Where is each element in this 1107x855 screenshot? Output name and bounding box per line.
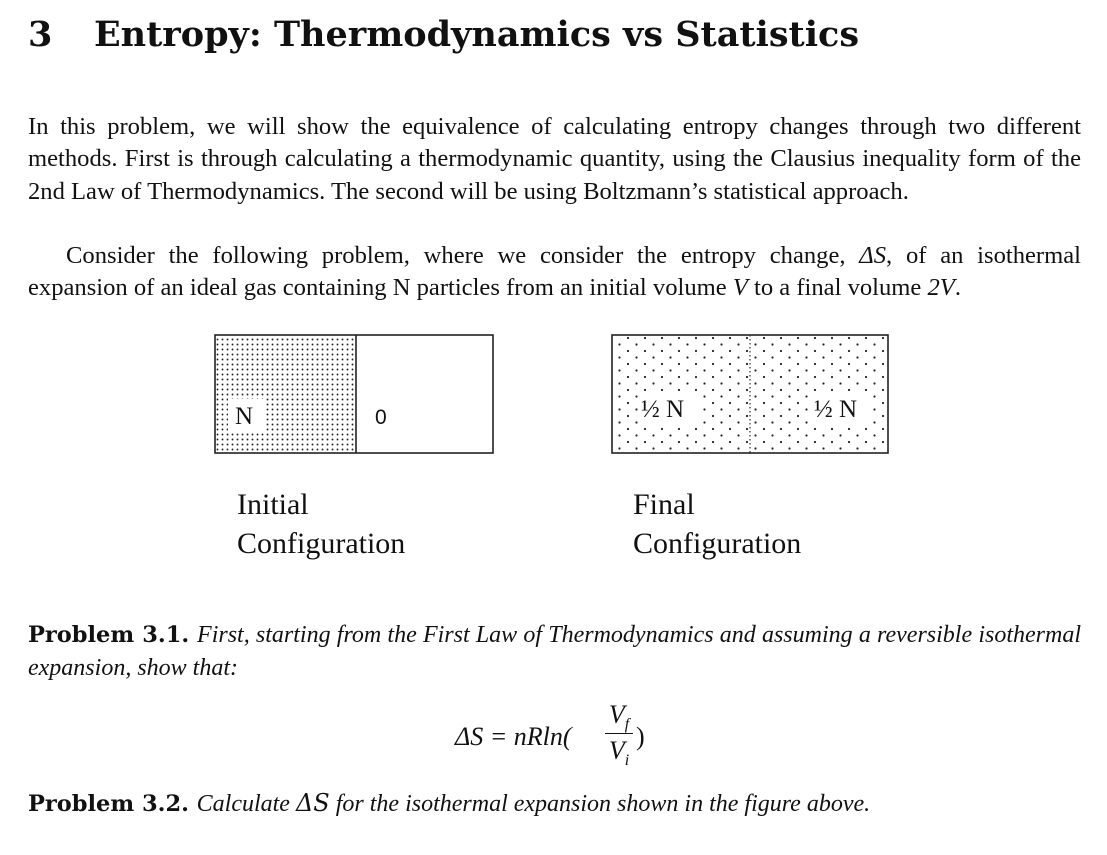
equation-lhs: ΔS = nRln( [455,722,572,751]
intro-p2-text-d: . [954,274,961,302]
problem-3-1-heading: Problem 3.1. [28,622,190,648]
initial-left-count: N [235,403,254,430]
equation-fraction [605,700,633,770]
initial-caption: Initial Configuration [237,488,406,560]
configuration-figure [200,322,920,482]
numerator-symbol: V [608,700,625,729]
final-configuration-diagram [612,335,888,453]
problem-3-2-text-b: for the isothermal expansion shown in the figure above. [329,791,871,817]
intro-paragraph-2 [28,240,1081,305]
equation-denominator [605,736,633,770]
volume-v-symbol: V [732,274,748,302]
problem-3-2 [28,787,1081,820]
intro-p2-text-c: to a final volume [747,274,928,302]
volume-2v-symbol: 2V [927,274,955,302]
initial-configuration-diagram [215,335,493,453]
denominator-subscript: i [624,752,630,770]
final-left-count: ½ N [641,396,685,423]
final-caption: Final Configuration [633,488,802,560]
problem-3-1-text: First, starting from the First Law of Thermodynamics and assuming a reversible isothermal expansion, show that: [28,622,1081,681]
problem-3-2-heading: Problem 3.2. [28,791,189,817]
equation-numerator [605,700,633,734]
initial-gas-region [215,335,355,453]
problem-3-2-text-a: Calculate [196,791,296,817]
section-number: 3 [28,14,53,55]
initial-right-count: 0 [375,406,387,429]
intro-p2-text-a: Consider the following problem, where we consider the entropy change, [66,241,860,269]
intro-p2-text-b: , of an isothermal expansion of an ideal gas containing N particles from an initial volume [28,241,1081,302]
problem-3-1 [28,618,1081,684]
final-right-count: ½ N [814,396,858,423]
section-heading [28,14,1088,62]
problem-3-2-delta-s: ΔS [295,789,330,817]
intro-paragraph-1: In this problem, we will show the equivalence of calculating entropy changes through two different methods. First is through calculating a thermodynamic quantity, using the Clausius inequality form of the 2nd Law of Thermodynamics. The second will be using Boltzmann’s statistical approach. [28,112,1081,205]
numerator-subscript: f [624,716,630,734]
equation-close-paren: ) [636,722,645,751]
section-title: Entropy: Thermodynamics vs Statistics [94,14,860,55]
delta-s-symbol: ΔS [859,241,887,269]
denominator-symbol: V [608,736,625,765]
